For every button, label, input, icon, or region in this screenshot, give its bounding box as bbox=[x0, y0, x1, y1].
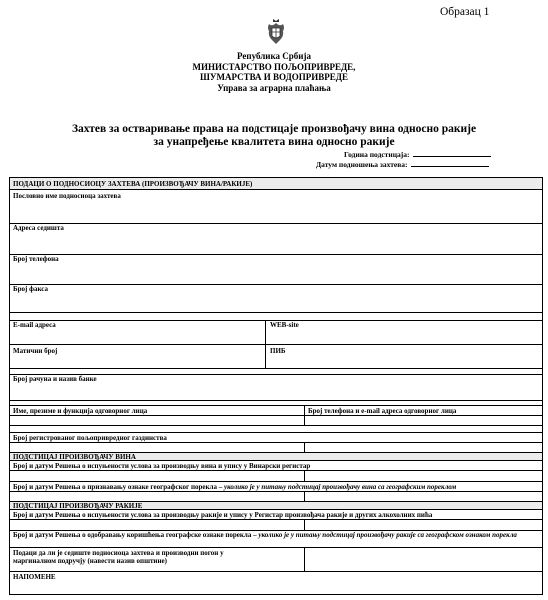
responsible-divider bbox=[304, 406, 305, 426]
business-name-row[interactable] bbox=[10, 190, 542, 224]
farm-value-row[interactable] bbox=[10, 443, 542, 453]
brandy-decision-label: Број и датум Решења о испуњености услова за производњу ракије и упису у Регистар произвођача ракије и других алкохолних пића bbox=[13, 511, 433, 519]
email-website-row[interactable] bbox=[10, 321, 542, 345]
wine-decision-label: Број и датум Решења о испуњености услова за производњу вина и упису у Винарски регистар bbox=[13, 462, 311, 470]
form-title bbox=[0, 123, 548, 149]
brandy-decision-label-row bbox=[10, 510, 542, 520]
section-wine-row bbox=[10, 453, 542, 461]
issuing-authority bbox=[0, 51, 548, 93]
wine-decision-value-row[interactable] bbox=[10, 471, 542, 482]
fax-label: Број факса bbox=[13, 285, 48, 293]
brandy-geo-condition: уколико је у питању подстицај произвођачу ракије са географском ознаком порекла bbox=[258, 531, 517, 539]
marginal-line2: маргиналном подручју (навести назив општине) bbox=[13, 557, 167, 565]
republic-name: Република Србија bbox=[237, 51, 311, 61]
email-website-divider bbox=[265, 321, 266, 345]
fax-row[interactable] bbox=[10, 285, 542, 313]
form-code: Образац 1 bbox=[440, 6, 490, 18]
wine-geo-main: Број и датум Решења о признавању ознаке географског порекла – bbox=[13, 483, 224, 491]
section-applicant-row bbox=[10, 178, 542, 190]
wine-decision-divider bbox=[304, 471, 305, 482]
directorate-name: Управа за аграрна плаћања bbox=[217, 82, 331, 93]
wine-geo-label-row bbox=[10, 482, 542, 492]
marginal-divider bbox=[304, 548, 305, 572]
reg-pib-divider bbox=[265, 345, 266, 369]
title-line2: за унапређење квалитета вина односно ракије bbox=[153, 136, 395, 148]
year-label: Година подстицаја: bbox=[344, 150, 410, 159]
responsible-person-label: Име, презиме и функција одговорног лица bbox=[13, 407, 148, 415]
website-label: WEB-site bbox=[270, 321, 299, 329]
address-row[interactable] bbox=[10, 224, 542, 255]
wine-decision-label-row bbox=[10, 461, 542, 471]
coat-of-arms-icon bbox=[266, 18, 286, 46]
brandy-decision-divider bbox=[304, 520, 305, 531]
reg-pib-row[interactable] bbox=[10, 345, 542, 369]
ministry-line1: МИНИСТАРСТВО ПОЉОПРИВРЕДЕ, bbox=[192, 61, 356, 72]
pib-label: ПИБ bbox=[270, 347, 286, 355]
brandy-geo-main: Број и датум Решења о одобравању коришћења географске ознаке порекла – bbox=[13, 531, 259, 539]
farm-label-row bbox=[10, 433, 542, 443]
brandy-decision-value-row[interactable] bbox=[10, 520, 542, 531]
section-applicant-heading: ПОДАЦИ О ПОДНОСИОЦУ ЗАХТЕВА (ПРОИЗВОЂАЧУ ВИНА/РАКИЈЕ) bbox=[13, 180, 253, 188]
email-label: E-mail адреса bbox=[13, 321, 56, 329]
year-line[interactable] bbox=[413, 151, 491, 157]
spacer-row bbox=[10, 313, 542, 321]
responsible-values-row[interactable] bbox=[10, 416, 542, 426]
business-name-label: Пословно име подносиоца захтева bbox=[13, 192, 121, 200]
year-field bbox=[344, 150, 491, 159]
wine-geo-condition: уколико је у питању подстицај произвођачу вина са географским пореклом bbox=[223, 483, 457, 491]
ministry-line2: ШУМАРСТВА И ВОДОПРИВРЕДЕ bbox=[200, 72, 348, 82]
farm-number-label: Број регистрованог пољопривредног газдинства bbox=[13, 434, 167, 442]
brandy-geo-label bbox=[13, 531, 538, 539]
section-wine-heading: ПОДСТИЦАЈ ПРОИЗВОЂАЧУ ВИНА bbox=[13, 453, 136, 461]
farm-divider bbox=[304, 443, 305, 453]
address-label: Адреса седишта bbox=[13, 224, 64, 232]
responsible-labels-row bbox=[10, 406, 542, 416]
section-brandy-heading: ПОДСТИЦАЈ ПРОИЗВОЂАЧУ РАКИЈЕ bbox=[13, 502, 143, 510]
marginal-area-label bbox=[13, 549, 303, 565]
notes-label: НАПОМЕНЕ bbox=[13, 573, 56, 581]
section-brandy-row bbox=[10, 502, 542, 510]
date-line[interactable] bbox=[411, 161, 489, 167]
brandy-geo-label-row bbox=[10, 531, 542, 548]
application-form bbox=[9, 177, 543, 595]
wine-geo-divider bbox=[304, 492, 305, 502]
notes-row[interactable] bbox=[10, 572, 542, 594]
phone-label: Број телефона bbox=[13, 255, 59, 263]
reg-number-label: Матични број bbox=[13, 347, 58, 355]
date-field bbox=[316, 160, 489, 169]
wine-geo-value-row[interactable] bbox=[10, 492, 542, 502]
phone-row[interactable] bbox=[10, 255, 542, 285]
responsible-contact-label: Број телефона и e-mail адреса одговорног лица bbox=[308, 407, 457, 415]
marginal-area-row[interactable] bbox=[10, 548, 542, 572]
title-line1: Захтев за остваривање права на подстицаје произвођачу вина односно ракије bbox=[71, 123, 477, 135]
spacer-row bbox=[10, 426, 542, 433]
date-label: Датум подношења захтева: bbox=[316, 160, 408, 169]
bank-account-row[interactable] bbox=[10, 375, 542, 401]
wine-geo-label bbox=[13, 483, 456, 491]
bank-account-label: Број рачуна и назив банке bbox=[13, 375, 97, 383]
marginal-line1: Подаци да ли је седиште подносиоца захтева и производни погон у bbox=[13, 549, 224, 557]
